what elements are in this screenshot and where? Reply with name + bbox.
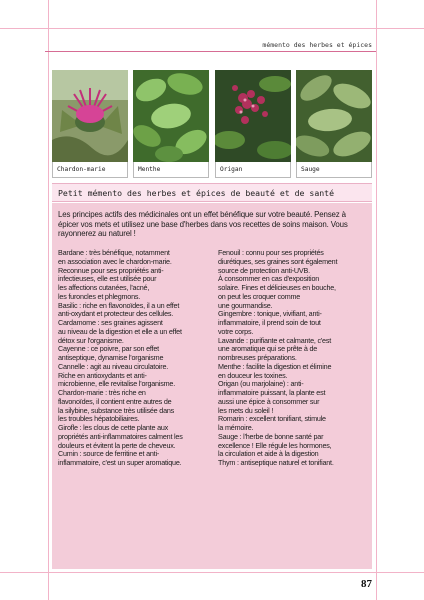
right-column <box>218 249 368 468</box>
text-line: inflammatoire, c'est un super aromatique. <box>58 458 182 467</box>
photo-chardon-marie <box>52 70 128 178</box>
text-line: inflammatoire, il prend soin de tout <box>218 318 321 327</box>
text-line: Cayenne : ce poivre, par son effet <box>58 344 159 354</box>
intro-paragraph: Les principes actifs des médicinales ont un effet bénéfique sur votre beauté. Pensez à épicer vos mets et utilisez une base d'herbes dans vos recettes de soins maison. Vous rayonnerez au naturel ! <box>58 210 348 239</box>
text-line: les furoncles et phlegmons. <box>58 291 141 301</box>
text-line: aussi une épice à consommer sur <box>218 396 320 406</box>
text-line: Basilic : riche en flavonoïdes, il a un effet <box>58 300 180 310</box>
text-line: on peut les croquer comme <box>218 291 301 301</box>
text-line: en douceur les toxines. <box>218 370 288 380</box>
photo-sauge <box>296 70 372 178</box>
milk-thistle-flower-icon <box>52 70 128 162</box>
page-number: 87 <box>361 578 372 590</box>
text-line: antiseptique, dynamise l'organisme <box>58 353 164 362</box>
text-line: propriétés anti-inflammatoires calment les <box>58 431 183 441</box>
text-line: Origan (ou marjolaine) : anti- <box>218 379 304 389</box>
text-line: Fenouil : connu pour ses propriétés <box>218 248 324 257</box>
text-line: inflammatoire puissant, la plante est <box>218 388 326 397</box>
text-line: douleurs et évitent la perte de cheveux. <box>58 440 176 450</box>
text-line: au niveau de la digestion et elle a un effet <box>58 326 182 336</box>
text-line: Bardane : très bénéfique, notamment <box>58 248 170 257</box>
trim-guide-bottom <box>0 572 424 573</box>
photo-origan <box>215 70 291 178</box>
text-line: la silybine, substance très utilisée dans <box>58 405 175 415</box>
trim-guide-top <box>0 28 424 29</box>
text-line: votre corps. <box>218 326 254 336</box>
text-line: Cardamome : ses graines agissent <box>58 318 163 327</box>
photo-caption: Origan <box>215 162 291 178</box>
text-line: Chardon-marie : très riche en <box>58 388 146 397</box>
left-column <box>58 249 208 468</box>
text-line: solaire. Fines et délicieuses en bouche, <box>218 283 336 292</box>
text-line: Gingembre : tonique, vivifiant, anti- <box>218 309 322 319</box>
text-line: diurétiques, ses graines sont également <box>218 256 338 266</box>
text-line: Cannelle : agit au niveau circulatoire. <box>58 361 169 371</box>
text-line: nombreuses préparations. <box>218 353 297 362</box>
trim-guide-right <box>376 0 377 600</box>
text-line: Thym : antiseptique naturel et tonifiant. <box>218 458 334 467</box>
text-line: une gourmandise. <box>218 300 273 310</box>
text-line: détox sur l'organisme. <box>58 335 124 345</box>
text-line: Menthe : facilite la digestion et élimine <box>218 361 332 371</box>
text-line: les mets du soleil ! <box>218 405 274 415</box>
section-title: Petit mémento des herbes et épices de beauté et de santé <box>52 183 372 202</box>
memento-panel <box>52 203 372 569</box>
oregano-flowers-icon <box>215 70 291 162</box>
text-line: Reconnue pour ses propriétés anti- <box>58 265 164 275</box>
text-line: la mémoire. <box>218 423 254 432</box>
text-line: source de protection anti-UVB. <box>218 265 310 275</box>
text-line: les affections cutanées, l'acné, <box>58 283 150 292</box>
photo-caption: Chardon-marie <box>52 162 128 178</box>
header-rule <box>45 51 376 52</box>
text-line: microbienne, elle revitalise l'organisme. <box>58 379 176 389</box>
photo-menthe <box>133 70 209 178</box>
trim-guide-left <box>48 0 49 600</box>
photo-caption: Menthe <box>133 162 209 178</box>
text-line: flavonoïdes, il contient entre autres de <box>58 396 172 406</box>
text-line: excellence ! Elle régule les hormones, <box>218 440 332 450</box>
text-line: la circulation et aide à la digestion <box>218 449 319 459</box>
text-line: infectieuses, elle est utilisée pour <box>58 274 157 284</box>
text-line: Lavande : purifiante et calmante, c'est <box>218 335 332 345</box>
text-line: À consommer en cas d'exposition <box>218 274 320 284</box>
text-line: Sauge : l'herbe de bonne santé par <box>218 431 324 441</box>
text-line: une aromatique qui se prête à de <box>218 344 318 354</box>
text-line: en association avec le chardon-marie. <box>58 256 172 266</box>
text-line: les troubles hépatobiliaires. <box>58 414 140 424</box>
running-header: mémento des herbes et épices <box>262 41 372 49</box>
photo-caption: Sauge <box>296 162 372 178</box>
text-line: Cumin : source de ferritine et anti- <box>58 449 160 459</box>
photo-strip <box>52 70 372 178</box>
text-line: Girofle : les clous de cette plante aux <box>58 423 169 432</box>
text-line: Romarin : excellent tonifiant, stimule <box>218 414 326 424</box>
text-line: Riche en antioxydants et anti- <box>58 370 147 380</box>
mint-leaves-icon <box>133 70 209 162</box>
text-line: anti-oxydant et protecteur des cellules. <box>58 309 174 319</box>
sage-leaves-icon <box>296 70 372 162</box>
